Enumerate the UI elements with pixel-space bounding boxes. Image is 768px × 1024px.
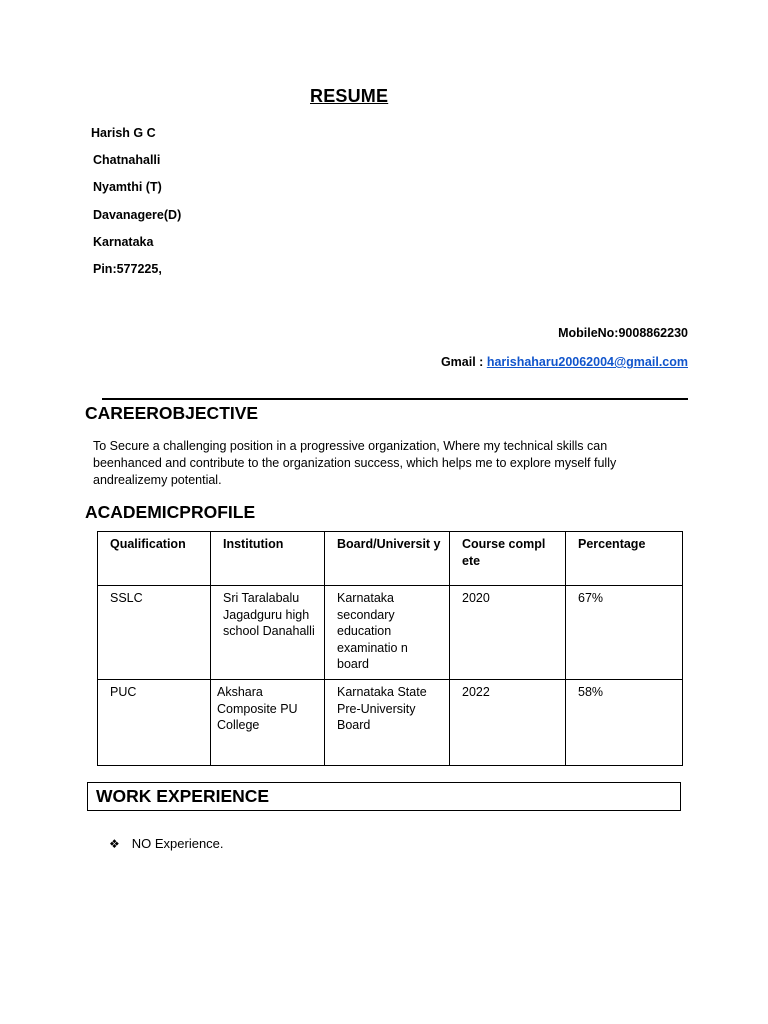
applicant-name: Harish G C (91, 126, 156, 140)
gmail-link[interactable]: harishaharu20062004@gmail.com (486, 355, 688, 369)
cell-board: Karnataka State Pre-University Board (325, 680, 450, 766)
academic-table (97, 531, 682, 766)
mobile-number: MobileNo:9008862230 (558, 326, 688, 340)
table-row (98, 586, 683, 680)
cell-course: 2022 (450, 680, 566, 766)
address-line: Chatnahalli (93, 153, 161, 167)
cell-course: 2020 (450, 586, 566, 680)
cell-percentage: 58% (566, 680, 683, 766)
gmail-label: Gmail : (440, 355, 484, 369)
objective-line: To Secure a challenging position in a progressive organization, Where my technical skills can (93, 439, 608, 453)
header-institution: Institution (211, 532, 325, 586)
table-header-row (98, 532, 683, 586)
work-experience-box (87, 782, 681, 811)
cell-qualification: SSLC (98, 586, 211, 680)
cell-percentage: 67% (566, 586, 683, 680)
cell-qualification: PUC (98, 680, 211, 766)
diamond-bullet-icon: ❖ (109, 836, 120, 851)
address-line: Karnataka (93, 235, 154, 249)
header-percentage: Percentage (566, 532, 683, 586)
address-line: Davanagere(D) (93, 208, 182, 222)
cell-institution: Sri Taralabalu Jagadguru high school Danahalli (211, 586, 325, 680)
cell-board: Karnataka secondary education examinatio n board (325, 586, 450, 680)
table-row (98, 680, 683, 766)
header-qualification: Qualification (98, 532, 211, 586)
career-objective-text (93, 438, 683, 489)
gmail-line (441, 355, 688, 369)
objective-line: beenhanced and contribute to the organization success, which helps me to explore myself fully (93, 456, 617, 470)
list-item (109, 836, 224, 851)
career-objective-heading: CAREEROBJECTIVE (85, 403, 259, 423)
academic-profile-heading: ACADEMICPROFILE (85, 502, 256, 522)
objective-line: andrealizemy potential. (93, 473, 222, 487)
address-line: Nyamthi (T) (93, 180, 162, 194)
address-line: Pin:577225, (93, 262, 162, 276)
experience-text: NO Experience. (131, 836, 224, 851)
page-title: RESUME (310, 86, 389, 106)
cell-institution: Akshara Composite PU College (211, 680, 325, 766)
divider (102, 398, 688, 400)
header-board: Board/Universit y (325, 532, 450, 586)
header-course: Course compl ete (450, 532, 566, 586)
work-experience-heading: WORK EXPERIENCE (96, 786, 270, 806)
